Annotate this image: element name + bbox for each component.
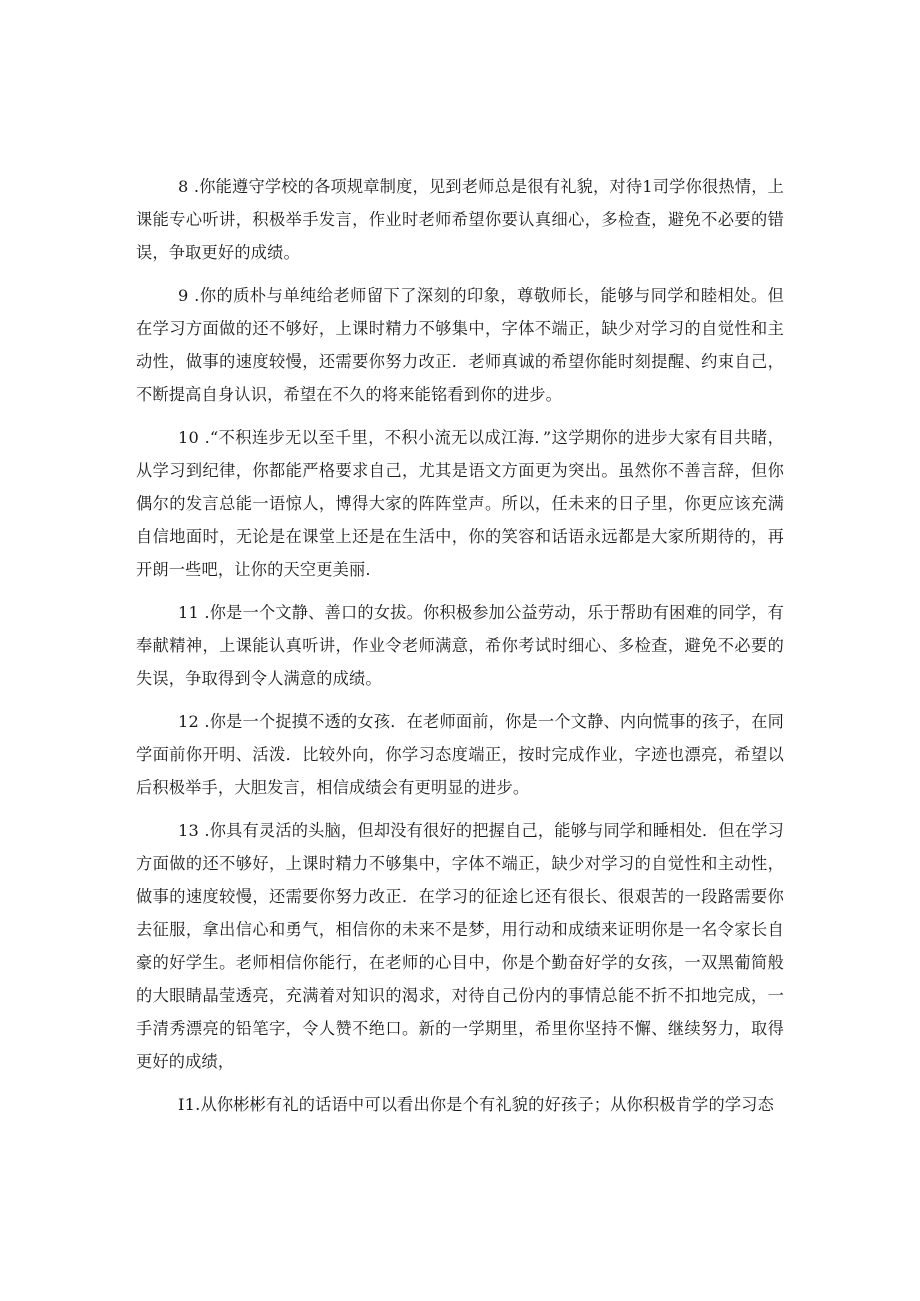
comment-paragraph-10: 10 .“不积连步无以至千里，不积小流无以成江海．”这学期你的进步大家有目共睹，从学习到纪律，你都能严格要求自己，尤其是语文方面更为突出。虽然你不善言辞，但你偶尔的发言总能一语惊人，博得大家的阵阵堂声。所以，任未来的日子里，你更应该充满自信地面时，无论是在课堂上还是在生活中，你的笑容和话语永远都是大家所期待的，再开朗一些吧，让你的天空更美丽. bbox=[136, 428, 784, 579]
comment-paragraph-13: 13 .你具有灵活的头脑，但却没有很好的把握自己，能够与同学和睡相处．但在学习方面做的还不够好，上课时精力不够集中，字体不端正，缺少对学习的自觉性和主动性，做事的速度较慢，还需要你努力改正．在学习的征途匕还有很长、很艰苦的一段路需要你去征服，拿出信心和勇气，相信你的未来不是梦，用行动和成绩来证明你是一名令家长自豪的好学生。老师相信你能行，在老师的心目中，你是个勤奋好学的女孩，一双黑葡简般的大眼睛晶莹透亮，充满着对知识的渴求，对待自己份内的事情总能不折不扣地完成，一手清秀漂亮的铅笔字，令人赞不绝口。新的一学期里，希里你坚持不懈、继续努力，取得更好的成绩， bbox=[136, 821, 784, 1071]
document-body bbox=[136, 170, 784, 1131]
comment-paragraph-8: 8 .你能遵守学校的各项规章制度，见到老师总是很有礼貌，对待1司学你很热情，上课能专心听讲，积极举手发言，作业时老师希望你要认真细心，多检查，避免不必要的错误，争取更好的成绩。 bbox=[136, 177, 784, 262]
comment-paragraph-11: 11 .你是一个文静、善口的女拔。你积极参加公益劳动，乐于帮助有困难的同学，有奉献精神，上课能认真听讲，作业令老师满意，希你考试时细心、多检查，避免不必要的失误，争取得到令人满意的成绩。 bbox=[136, 603, 784, 688]
comment-paragraph-12: 12 .你是一个捉摸不透的女孩．在老师面前，你是一个文静、内向慌事的孩子，在同学面前你开明、活泼．比较外向，你学习态度端正，按时完成作业，字迹也漂亮，希望以后积极举手，大胆发言，相信成绩会有更明显的进步。 bbox=[136, 712, 784, 797]
comment-paragraph-9: 9 .你的质朴与单纯给老师留下了深刻的印象，尊敬师长，能够与同学和睦相处。但在学习方面做的还不够好，上课时精力不够集中，字体不端正，缺少对学习的自觉性和主动性，做事的速度较慢，还需要你努力改正．老师真诚的希望你能时刻提醒、约束自己，不断提高自身认识，希望在不久的将来能铭看到你的进步。 bbox=[136, 286, 784, 404]
comment-paragraph-i1: I1.从你彬彬有礼的话语中可以看出你是个有礼貌的好孩子；从你积极肯学的学习态 bbox=[178, 1095, 774, 1114]
